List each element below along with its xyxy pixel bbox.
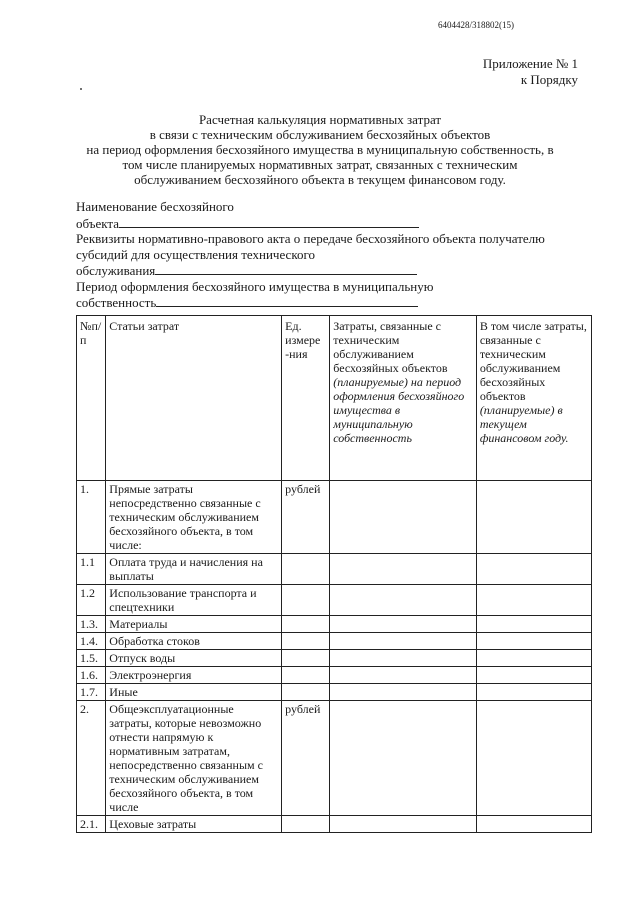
scan-speck [80, 88, 82, 90]
appendix-reference: к Порядку [520, 72, 578, 87]
row-current-cell[interactable] [476, 616, 591, 633]
row-item: Иные [106, 684, 282, 701]
row-current-cell[interactable] [476, 554, 591, 585]
row-current-cell[interactable] [476, 481, 591, 554]
row-item: Цеховые затраты [106, 816, 282, 833]
requisites-blank[interactable] [155, 262, 417, 275]
row-cost-cell[interactable] [330, 816, 477, 833]
header-current-year [476, 316, 591, 481]
title-line: в связи с техническим обслуживанием бесхозяйных объектов [149, 127, 491, 142]
row-num: 1.4. [77, 633, 106, 650]
row-unit [282, 650, 330, 667]
row-item: Обработка стоков [106, 633, 282, 650]
row-unit [282, 684, 330, 701]
period-row [76, 294, 576, 311]
header-num: №п/п [77, 316, 106, 481]
row-unit [282, 616, 330, 633]
row-item: Электроэнергия [106, 667, 282, 684]
table-row [77, 684, 592, 701]
header-current-planned: (планируемые) в текущем финансовом году. [479, 403, 569, 445]
cost-table [76, 315, 592, 833]
table-row [77, 816, 592, 833]
row-unit [282, 585, 330, 616]
header-item: Статьи затрат [106, 316, 282, 481]
row-cost-cell[interactable] [330, 554, 477, 585]
row-num: 1.6. [77, 667, 106, 684]
table-row [77, 585, 592, 616]
row-cost-cell[interactable] [330, 701, 477, 816]
row-item: Общеэксплуатационные затраты, которые невозможно отнести напрямую к нормативным затратам, непосредственно связанным с техническим обслуживанием бесхозяйного объекта, в том числе [106, 701, 282, 816]
object-name-row [76, 215, 576, 232]
row-num: 1.7. [77, 684, 106, 701]
appendix-number: Приложение № 1 [482, 56, 578, 71]
row-cost-cell[interactable] [330, 667, 477, 684]
row-cost-cell[interactable] [330, 481, 477, 554]
period-blank[interactable] [156, 294, 418, 307]
row-current-cell[interactable] [476, 633, 591, 650]
appendix-header [483, 56, 578, 88]
row-num: 1. [77, 481, 106, 554]
title-line: на период оформления бесхозяйного имущества в муниципальную собственность, в [86, 142, 554, 157]
row-item: Прямые затраты непосредственно связанные с техническим обслуживанием бесхозяйного объекта, в том числе: [106, 481, 282, 554]
row-unit: рублей [282, 701, 330, 816]
row-unit [282, 633, 330, 650]
row-current-cell[interactable] [476, 585, 591, 616]
row-num: 1.5. [77, 650, 106, 667]
requisites-label-cont: субсидий для осуществления технического [76, 246, 315, 262]
form-fields [76, 199, 576, 311]
row-cost-cell[interactable] [330, 616, 477, 633]
row-current-cell[interactable] [476, 816, 591, 833]
object-name-label-cont: объекта [76, 215, 120, 231]
row-unit [282, 667, 330, 684]
table-row [77, 633, 592, 650]
table-row [77, 481, 592, 554]
table-header-row [77, 316, 592, 481]
table-row [77, 616, 592, 633]
table-row [77, 650, 592, 667]
table-row [77, 554, 592, 585]
requisites-label: Реквизиты нормативно-правового акта о передаче бесхозяйного объекта получателю [76, 231, 545, 246]
row-item: Отпуск воды [106, 650, 282, 667]
row-unit: рублей [282, 481, 330, 554]
object-name-blank[interactable] [119, 215, 419, 228]
row-cost-cell[interactable] [330, 633, 477, 650]
row-current-cell[interactable] [476, 667, 591, 684]
title-line: обслуживанием бесхозяйного объекта в текущем финансовом году. [134, 172, 506, 187]
table-row [77, 701, 592, 816]
title-line: том числе планируемых нормативных затрат, связанных с техническим [122, 157, 518, 172]
row-unit [282, 554, 330, 585]
period-label: Период оформления бесхозяйного имущества в муниципальную [76, 278, 434, 294]
row-cost-cell[interactable] [330, 585, 477, 616]
period-label-cont: собственность [76, 295, 157, 310]
row-num: 1.3. [77, 616, 106, 633]
header-cost [330, 316, 477, 481]
document-id: 6404428/318802(15) [438, 20, 514, 30]
header-unit: Ед. измере -ния [282, 316, 330, 481]
header-current-main: В том числе затраты, связанные с техническим обслуживанием бесхозяйных объектов [479, 319, 587, 403]
row-num: 1.1 [77, 554, 106, 585]
requisites-label-end: обслуживания [76, 263, 156, 278]
header-cost-planned: (планируемые) на период оформления бесхозяйного имущества в муниципальную собственность [333, 375, 465, 445]
row-current-cell[interactable] [476, 684, 591, 701]
table-row [77, 667, 592, 684]
row-unit [282, 816, 330, 833]
row-cost-cell[interactable] [330, 650, 477, 667]
document-title [86, 112, 554, 187]
title-line: Расчетная калькуляция нормативных затрат [198, 112, 442, 127]
header-cost-main: Затраты, связанные с техническим обслуживанием бесхозяйных объектов [333, 319, 448, 375]
row-current-cell[interactable] [476, 701, 591, 816]
row-item: Оплата труда и начисления на выплаты [106, 554, 282, 585]
row-num: 2. [77, 701, 106, 816]
row-item: Использование транспорта и спецтехники [106, 585, 282, 616]
row-num: 2.1. [77, 816, 106, 833]
row-item: Материалы [106, 616, 282, 633]
row-cost-cell[interactable] [330, 684, 477, 701]
requisites-row [76, 262, 576, 279]
object-name-label: Наименование бесхозяйного [76, 199, 234, 214]
row-num: 1.2 [77, 585, 106, 616]
row-current-cell[interactable] [476, 650, 591, 667]
